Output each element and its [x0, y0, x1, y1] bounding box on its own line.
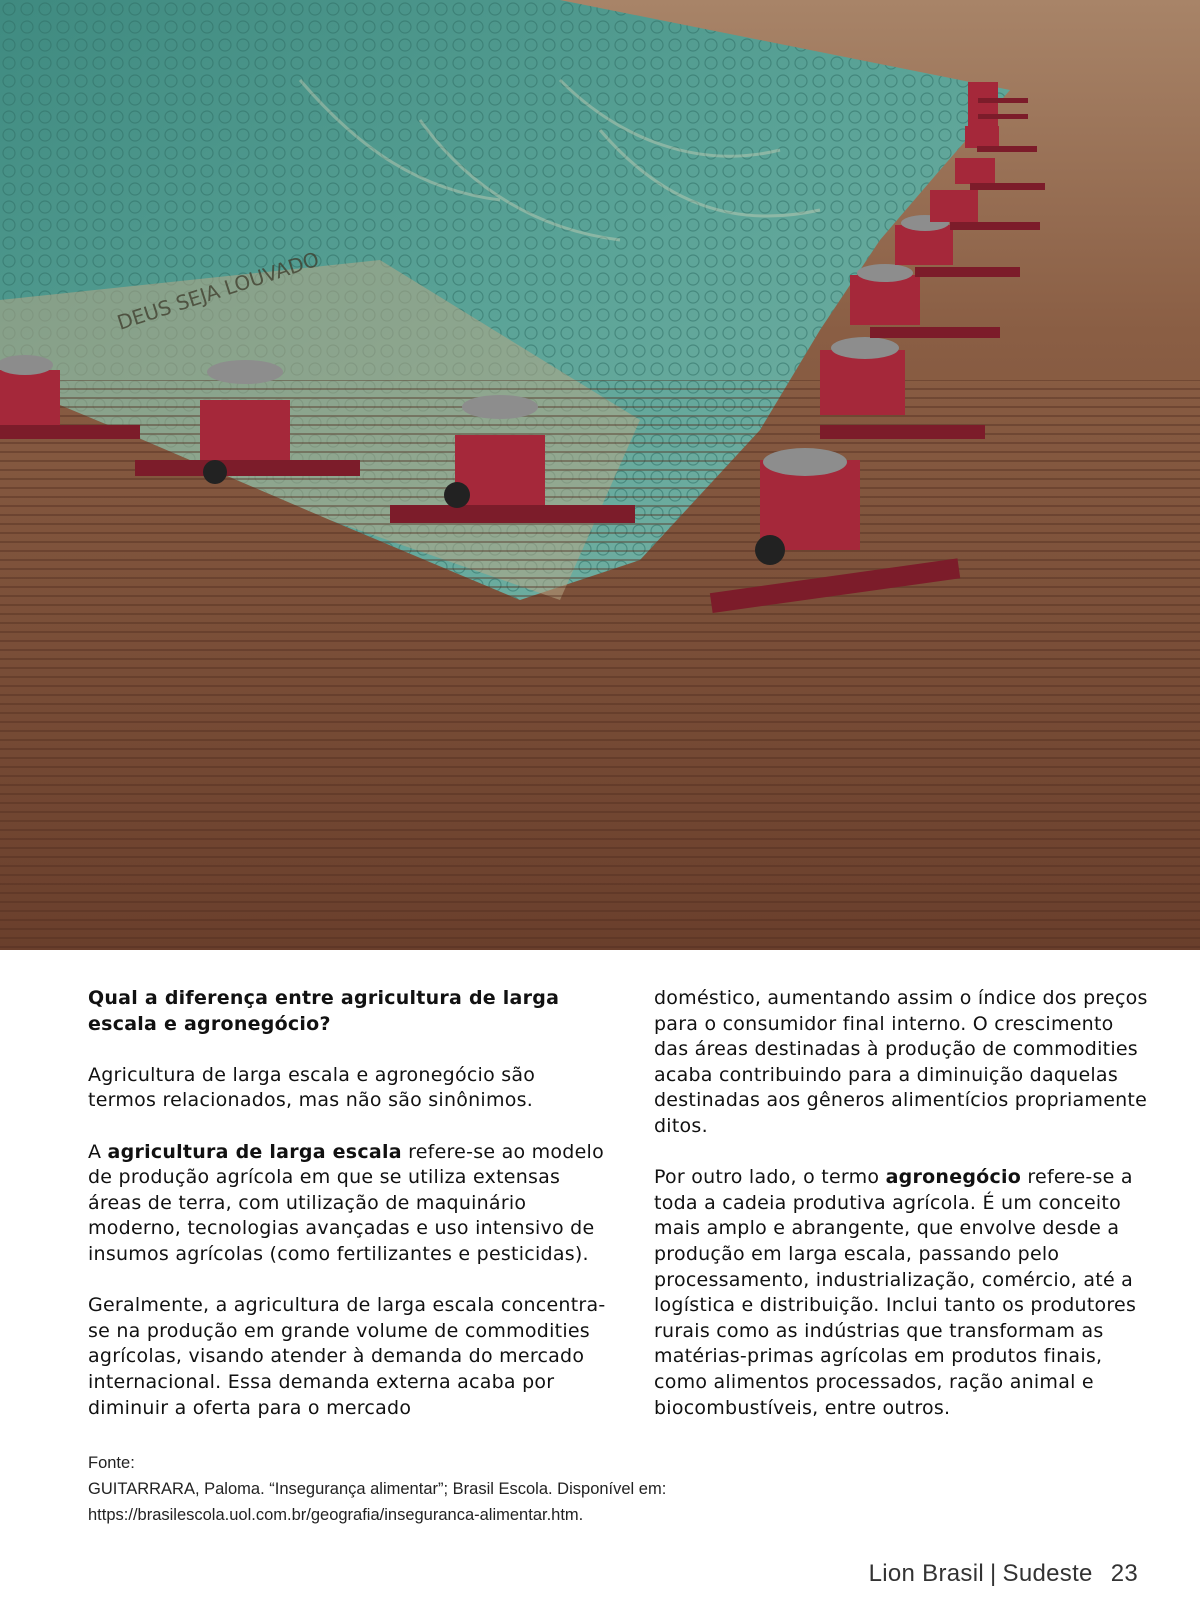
source-url[interactable]: https://brasilescola.uol.com.br/geografia/inseguranca-alimentar.htm.: [88, 1506, 584, 1524]
paragraph-2: [88, 1140, 608, 1268]
banknote-text: DEUS SEJA LOUVADO: [114, 246, 322, 335]
article-column-right: [654, 986, 1154, 1421]
term-large-scale-agriculture: agricultura de larga escala: [107, 1140, 402, 1163]
page-number: 23: [1110, 1560, 1138, 1587]
article-column-left: [88, 986, 608, 1421]
paragraph-4-rest: refere-se a toda a cadeia produtiva agrícola. É um conceito mais amplo e abrangente, que envolve desde a produção em larga escala, passando pelo processamento, industrialização, comércio, até a logística e distribuição. Inclui tanto os produtores rurais como as indústrias que transformam as matérias-primas agrícolas em produtos finais, como alimentos processados, ração animal e biocombustíveis, entre outros.: [654, 1166, 1137, 1419]
term-agribusiness: agronegócio: [885, 1166, 1022, 1189]
section-name: Sudeste: [1002, 1560, 1093, 1587]
paragraph-2-rest: refere-se ao modelo de produção agrícola em que se utiliza extensas áreas de terra, com utilização de maquinário moderno, tecnologias avançadas e uso intensivo de insumos agrícolas (como fertilizantes e pesticidas).: [88, 1140, 604, 1265]
paragraph-4-prefix: Por outro lado, o termo: [654, 1166, 886, 1189]
paragraph-3: Geralmente, a agricultura de larga escala concentra-se na produção em grande volume de commodities agrícolas, visando atender à demanda do mercado internacional. Essa demanda externa acaba por diminuir a oferta para o mercado: [88, 1294, 606, 1419]
paragraph-3-continued: doméstico, aumentando assim o índice dos preços para o consumidor final interno. O crescimento das áreas destinadas à produção de commodities acaba contribuindo para a diminuição daquelas destinadas aos gêneros alimentícios propriamente ditos.: [654, 987, 1148, 1137]
source-reference: GUITARRARA, Paloma. “Insegurança alimentar”; Brasil Escola. Disponível em:: [88, 1480, 667, 1498]
article-heading: Qual a diferença entre agricultura de larga escala e agronegócio?: [88, 987, 560, 1035]
paragraph-1: Agricultura de larga escala e agronegócio são termos relacionados, mas não são sinônimos.: [88, 1063, 536, 1112]
source-label: Fonte:: [88, 1454, 135, 1472]
paragraph-2-prefix: A: [88, 1140, 108, 1163]
source-citation: [88, 1450, 666, 1528]
paragraph-4: [654, 1165, 1154, 1421]
footer-separator: |: [989, 1560, 997, 1587]
page-footer: [869, 1560, 1138, 1588]
publication-name: Lion Brasil: [868, 1560, 984, 1587]
